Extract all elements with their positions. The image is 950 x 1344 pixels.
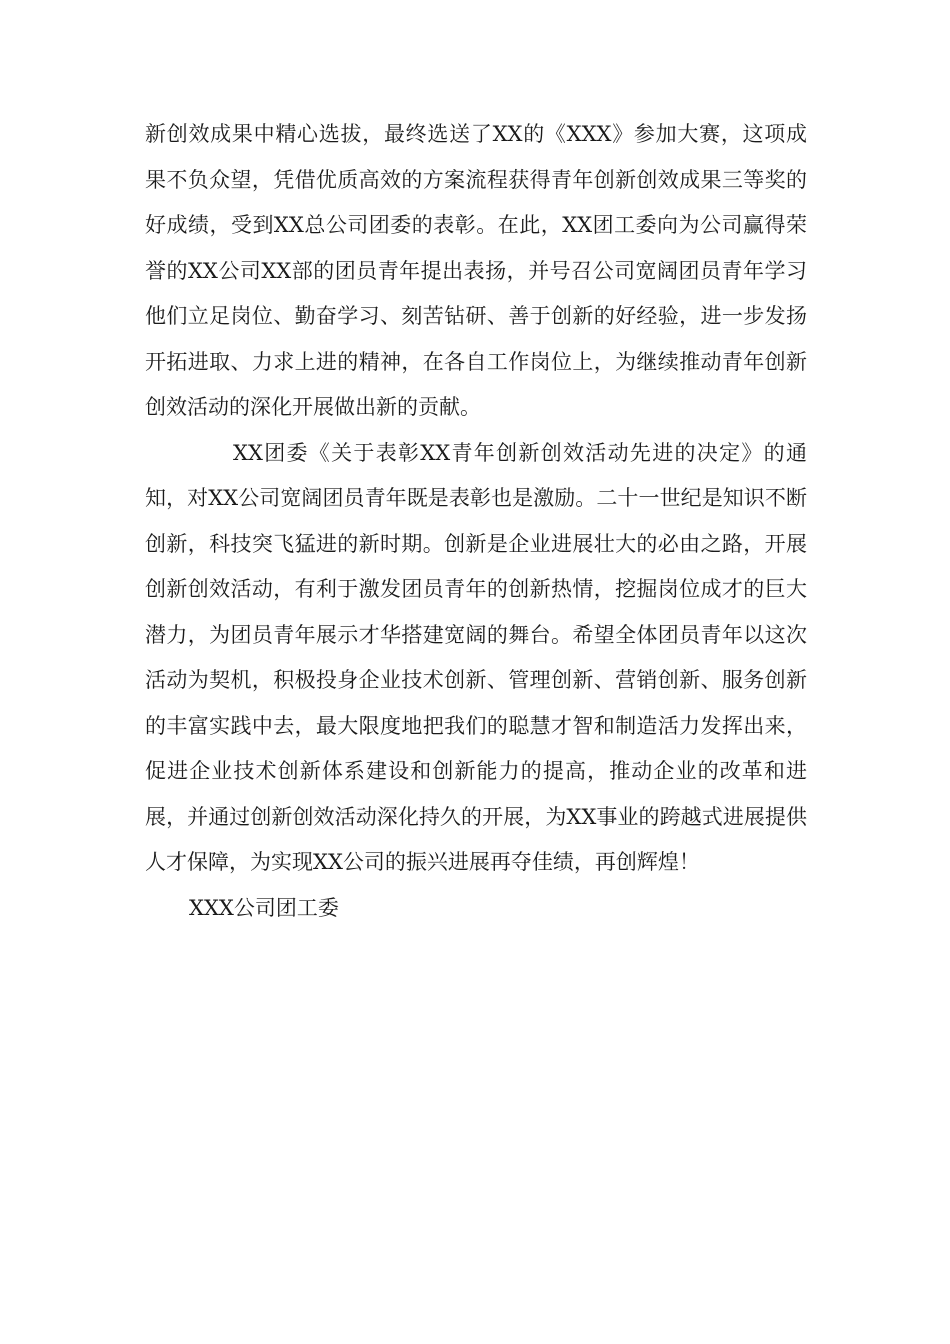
paragraph-notice: XX团委《关于表彰XX青年创新创效活动先进的决定》的通知，对XX公司宽阔团员青年既是表彰也是激励。二十一世纪是知识不断创新，科技突飞猛进的新时期。创新是企业进展壮大的必由之路，开展创新创效活动，有利于激发团员青年的创新热情，挖掘岗位成才的巨大潜力，为团员青年展示才华搭建宽阔的舞台。希望全体团员青年以这次活动为契机，积极投身企业技术创新、管理创新、营销创新、服务创新的丰富实践中去，最大限度地把我们的聪慧才智和制造活力发挥出来，促进企业技术创新体系建设和创新能力的提高，推动企业的改革和进展，并通过创新创效活动深化持久的开展，为XX事业的跨越式进展提供人才保障，为实现XX公司的振兴进展再夺佳绩，再创辉煌！ (145, 440, 807, 874)
signature: XXX公司团工委 (189, 895, 339, 920)
paragraph-continued: 新创效成果中精心选拔，最终选送了XX的《XXX》参加大赛，这项成果不负众望，凭借优质高效的方案流程获得青年创新创效成果三等奖的好成绩，受到XX总公司团委的表彰。在此，XX团工委向为公司赢得荣誉的XX公司XX部的团员青年提出表扬，并号召公司宽阔团员青年学习他们立足岗位、勤奋学习、刻苦钻研、善于创新的好经验，进一步发扬开拓进取、力求上进的精神，在各自工作岗位上，为继续推动青年创新创效活动的深化开展做出新的贡献。 (145, 122, 807, 419)
document-body (145, 112, 807, 931)
